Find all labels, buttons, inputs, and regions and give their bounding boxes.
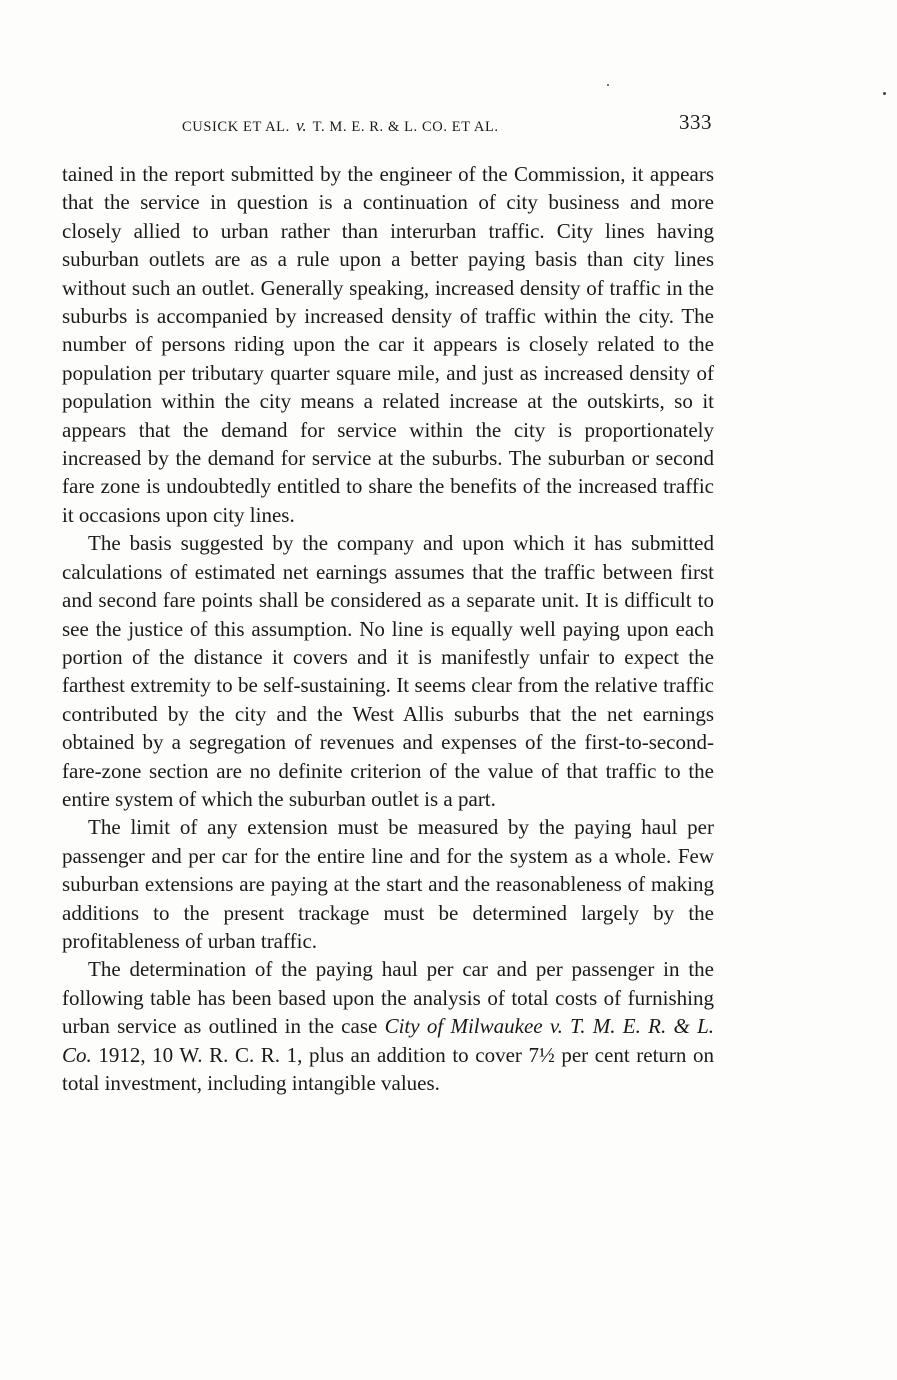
running-head [182, 116, 499, 136]
paragraph-3: The limit of any extension must be measured by the paying haul per passenger and per car for the entire line and for the system as a whole. Few suburban extensions are paying at the start and the reasonableness of making additions to the present trackage must be determined largely by the profitableness of urban traffic. [62, 815, 714, 953]
page-number: 333 [679, 110, 712, 134]
case-citation: City of Milwaukee v. T. M. E. R. & L. Co. [62, 1014, 715, 1067]
paragraph-4 [62, 955, 714, 1097]
running-head-right: T. M. E. R. & L. CO. ET AL. [312, 119, 499, 135]
paragraph-1: tained in the report submitted by the engineer of the Commission, it appears that the service in question is a continuation of city business and more closely allied to urban rather than interurban traffic. City lines having suburban outlets are as a rule upon a better paying basis than city lines without such an outlet. Generally speaking, increased density of traffic in the suburbs is accompanied by increased density of traffic within the city. The number of persons riding upon the car it appears is closely related to the population per tributary quarter square mile, and just as increased density of population within the city means a related increase at the outskirts, so it appears that the demand for service within the city is proportionately increased by the demand for service at the suburbs. The suburban or second fare zone is undoubtedly entitled to share the benefits of the increased traffic it occasions upon city lines. [62, 162, 714, 527]
scan-speck [607, 84, 609, 86]
page-header [62, 104, 714, 144]
body-text [62, 160, 714, 1097]
running-head-versus: v. [296, 116, 307, 135]
scan-speck [883, 92, 886, 95]
paragraph-2: The basis suggested by the company and upon which it has submitted calculations of estimated net earnings assumes that the traffic between first and second fare points shall be considered as a separate unit. It is difficult to see the justice of this assumption. No line is equally well paying upon each portion of the distance it covers and it is manifestly unfair to expect the farthest extremity to be self-sustaining. It seems clear from the relative traffic contributed by the city and the West Allis suburbs that the net earnings obtained by a segregation of revenues and expenses of the first-to-second-fare-zone section are no definite criterion of the value of that traffic to the entire system of which the suburban outlet is a part. [62, 531, 714, 811]
paragraph-4-text-after: 1912, 10 W. R. C. R. 1, plus an addition to cover 7½ per cent return on total investment, including intangible values. [62, 1042, 714, 1095]
paragraph-4-text-before: The determination of the paying haul per car and per passenger in the following table has been based upon the analysis of total costs of furnishing urban service as outlined in the case [62, 957, 714, 1039]
running-head-left: CUSICK ET AL. [182, 119, 290, 135]
document-page [62, 0, 714, 1380]
